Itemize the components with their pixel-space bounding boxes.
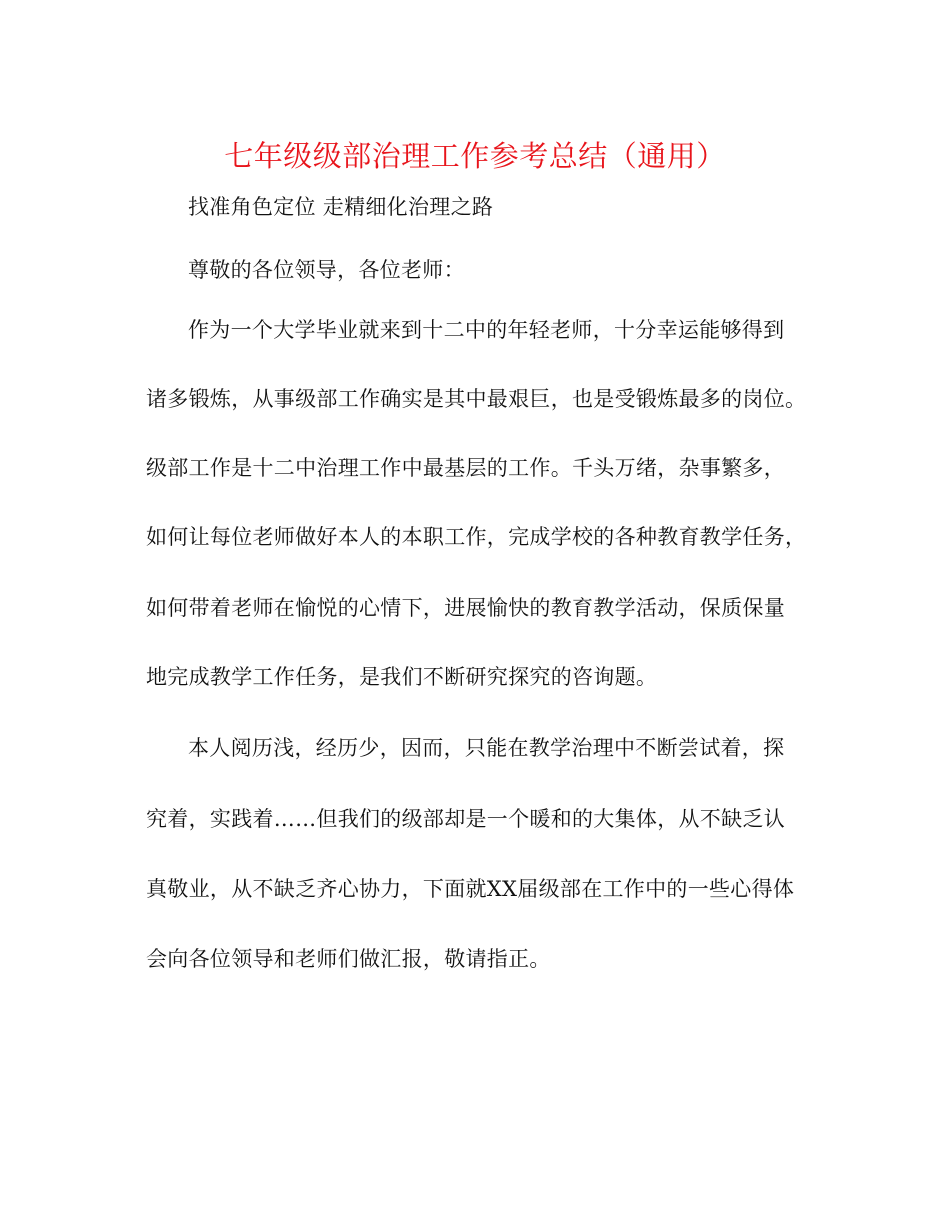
document-title: 七年级级部治理工作参考总结（通用） xyxy=(224,139,726,173)
greeting-line: 尊敬的各位领导，各位老师： xyxy=(188,258,465,282)
paragraph-line: 诸多锻炼，从事级部工作确实是其中最艰巨，也是受锻炼最多的岗位。 xyxy=(146,387,807,411)
paragraph-line: 作为一个大学毕业就来到十二中的年轻老师，十分幸运能够得到 xyxy=(188,318,785,342)
paragraph-line: 真敬业，从不缺乏齐心协力，下面就XX届级部在工作中的一些心得体 xyxy=(146,877,795,901)
paragraph-line: 级部工作是十二中治理工作中最基层的工作。千头万绪，杂事繁多， xyxy=(146,456,785,480)
paragraph-line: 如何带着老师在愉悦的心情下，进展愉快的教育教学活动，保质保量 xyxy=(146,596,785,620)
paragraph-line: 如何让每位老师做好本人的本职工作，完成学校的各种教育教学任务， xyxy=(146,525,807,549)
paragraph-line: 会向各位领导和老师们做汇报，敬请指正。 xyxy=(146,947,551,971)
paragraph-line: 究着，实践着……但我们的级部却是一个暖和的大集体，从不缺乏认 xyxy=(146,807,785,831)
paragraph-line: 本人阅历浅，经历少，因而，只能在教学治理中不断尝试着，探 xyxy=(188,736,785,760)
paragraph-line: 地完成教学工作任务，是我们不断研究探究的咨询题。 xyxy=(146,665,658,689)
document-subtitle: 找准角色定位 走精细化治理之路 xyxy=(188,195,494,219)
